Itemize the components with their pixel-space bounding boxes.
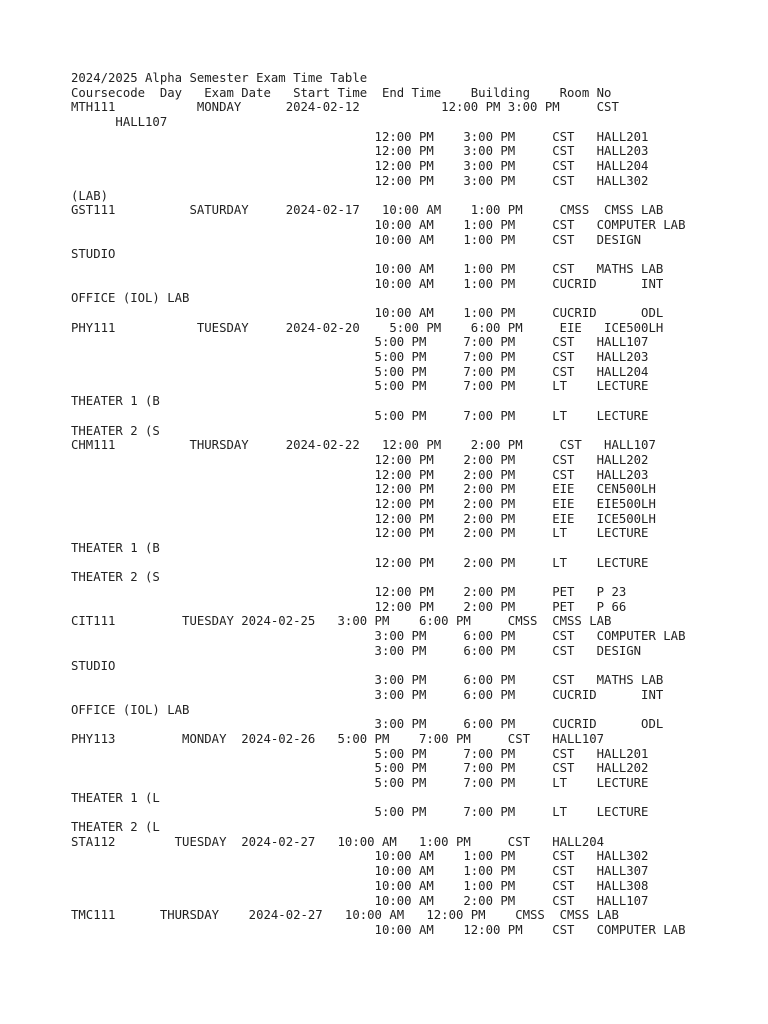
timetable-line: 12:00 PM 3:00 PM CST HALL302 (71, 173, 649, 188)
timetable-line: 12:00 PM 2:00 PM PET P 23 (71, 585, 627, 600)
timetable-line: 5:00 PM 7:00 PM LT LECTURE (71, 776, 649, 790)
timetable-line: 5:00 PM 7:00 PM LT LECTURE (71, 379, 649, 394)
timetable-line: THEATER 1 (L (71, 790, 160, 805)
timetable-line: 12:00 PM 3:00 PM CST HALL203 (71, 144, 649, 159)
timetable-line: THEATER 1 (B (71, 541, 160, 555)
timetable-line: THEATER 2 (S (71, 570, 160, 585)
timetable-line: THEATER 2 (S (71, 423, 160, 438)
timetable-line: OFFICE (IOL) LAB (71, 291, 190, 306)
timetable-line: TMC111 THURSDAY 2024-02-27 10:00 AM 12:00 PM CMSS CMSS LAB (71, 908, 619, 923)
timetable-line: 10:00 AM 1:00 PM CST HALL307 (71, 864, 649, 879)
timetable-line: STA112 TUESDAY 2024-02-27 10:00 AM 1:00 PM CST HALL204 (71, 834, 605, 849)
timetable-line: 10:00 AM 1:00 PM CST COMPUTER LAB (71, 217, 686, 232)
timetable-line: 12:00 PM 3:00 PM CST HALL201 (71, 129, 649, 144)
timetable-line: 10:00 AM 1:00 PM CST DESIGN (71, 232, 642, 247)
timetable-line: THEATER 2 (L (71, 820, 160, 835)
timetable-line: 12:00 PM 2:00 PM CST HALL202 (71, 452, 649, 467)
timetable-line: 5:00 PM 7:00 PM CST HALL202 (71, 761, 649, 776)
timetable-line: 10:00 AM 1:00 PM CST HALL302 (71, 849, 649, 864)
document-title: 2024/2025 Alpha Semester Exam Time Table (71, 71, 368, 85)
timetable-line: 12:00 PM 2:00 PM CST HALL203 (71, 467, 649, 482)
timetable-line: 12:00 PM 2:00 PM EIE ICE500LH (71, 511, 656, 526)
timetable-line: 12:00 PM 2:00 PM LT LECTURE (71, 555, 649, 570)
timetable-line: 3:00 PM 6:00 PM CST MATHS LAB (71, 673, 664, 688)
timetable-line: PHY111 TUESDAY 2024-02-20 5:00 PM 6:00 PM EIE ICE500LH (71, 320, 664, 335)
timetable-line: STUDIO (71, 658, 116, 673)
timetable-line: 3:00 PM 6:00 PM CUCRID ODL (71, 717, 664, 732)
timetable-line: MTH111 MONDAY 2024-02-12 12:00 PM 3:00 PM CST (71, 100, 619, 115)
timetable-line: 5:00 PM 7:00 PM LT LECTURE (71, 408, 649, 423)
timetable-line: 10:00 AM 1:00 PM CUCRID ODL (71, 306, 664, 320)
timetable-line: 10:00 AM 1:00 PM CUCRID INT (71, 276, 664, 291)
timetable-line: 12:00 PM 2:00 PM LT LECTURE (71, 526, 649, 541)
timetable-line: OFFICE (IOL) LAB (71, 702, 190, 717)
exam-timetable-document (71, 71, 751, 938)
timetable-line: 12:00 PM 2:00 PM PET P 66 (71, 599, 627, 614)
timetable-line: 5:00 PM 7:00 PM CST HALL204 (71, 364, 649, 379)
timetable-line: 12:00 PM 3:00 PM CST HALL204 (71, 159, 649, 174)
timetable-line: 5:00 PM 7:00 PM CST HALL201 (71, 746, 649, 761)
timetable-line: 10:00 AM 1:00 PM CST MATHS LAB (71, 261, 664, 276)
timetable-line: CHM111 THURSDAY 2024-02-22 12:00 PM 2:00 PM CST HALL107 (71, 438, 656, 453)
timetable-line: 12:00 PM 2:00 PM EIE CEN500LH (71, 482, 656, 497)
timetable-line: 10:00 AM 1:00 PM CST HALL308 (71, 878, 649, 893)
timetable-line: PHY113 MONDAY 2024-02-26 5:00 PM 7:00 PM CST HALL107 (71, 731, 605, 746)
timetable-line: 12:00 PM 2:00 PM EIE EIE500LH (71, 496, 656, 511)
timetable-line: 3:00 PM 6:00 PM CST DESIGN (71, 643, 642, 658)
timetable-line: 3:00 PM 6:00 PM CST COMPUTER LAB (71, 629, 686, 644)
timetable-line: (LAB) (71, 188, 109, 203)
timetable-line: 5:00 PM 7:00 PM CST HALL203 (71, 350, 649, 365)
timetable-line: 5:00 PM 7:00 PM CST HALL107 (71, 335, 649, 350)
timetable-line: 10:00 AM 2:00 PM CST HALL107 (71, 893, 649, 908)
timetable-line: CIT111 TUESDAY 2024-02-25 3:00 PM 6:00 PM CMSS CMSS LAB (71, 614, 612, 629)
timetable-line: GST111 SATURDAY 2024-02-17 10:00 AM 1:00 PM CMSS CMSS LAB (71, 203, 664, 218)
timetable-line: HALL107 (71, 115, 168, 130)
timetable-line: STUDIO (71, 247, 116, 262)
timetable-line: 5:00 PM 7:00 PM LT LECTURE (71, 805, 649, 820)
timetable-line: 3:00 PM 6:00 PM CUCRID INT (71, 687, 664, 702)
timetable-line: 10:00 AM 12:00 PM CST COMPUTER LAB (71, 922, 686, 937)
column-header-row: Coursecode Day Exam Date Start Time End Time Building Room No (71, 85, 612, 100)
timetable-line: THEATER 1 (B (71, 394, 160, 409)
